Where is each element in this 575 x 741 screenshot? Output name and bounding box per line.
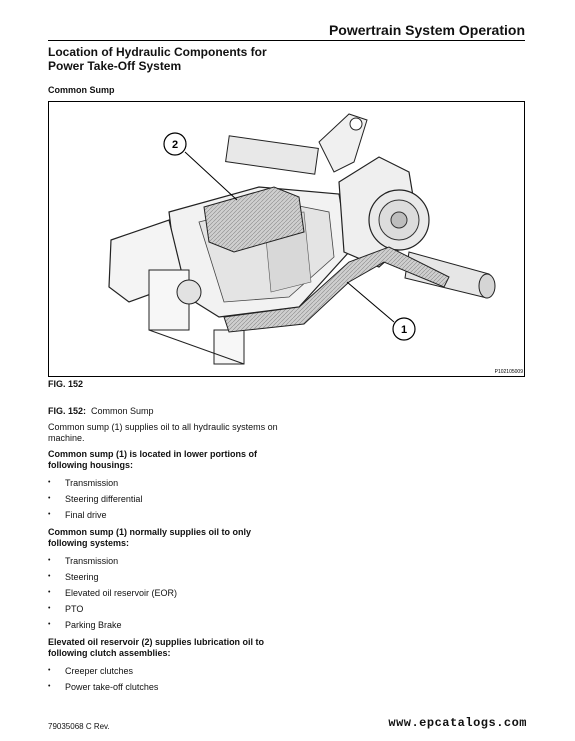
- list-item: • Transmission: [48, 553, 288, 569]
- list-item: • Creeper clutches: [48, 663, 288, 679]
- caption-text: Common Sump: [91, 406, 154, 416]
- caption-label: FIG. 152:: [48, 406, 87, 416]
- group-2-heading: Common sump (1) normally supplies oil to only following systems:: [48, 527, 252, 548]
- list-item: • Power take-off clutches: [48, 679, 288, 695]
- list-item: • Parking Brake: [48, 617, 288, 633]
- group-2-list: [48, 553, 288, 633]
- list-item: • Steering: [48, 569, 288, 585]
- figure-label: FIG. 152: [48, 379, 84, 389]
- header-divider: [48, 40, 525, 41]
- section-title-line-1: Location of Hydraulic Components for: [48, 45, 267, 59]
- watermark-text: www.epcatalogs.com: [388, 716, 527, 730]
- document-number: 79035068 C Rev.: [48, 722, 110, 731]
- list-item: • Steering differential: [48, 491, 288, 507]
- group-3-list: [48, 663, 288, 695]
- list-item: • Elevated oil reservoir (EOR): [48, 585, 288, 601]
- section-title: [48, 45, 348, 73]
- page-header-title: Powertrain System Operation: [328, 22, 525, 38]
- axle-shaft-left: [226, 136, 319, 174]
- figure-frame: [48, 101, 525, 377]
- powertrain-illustration: [49, 102, 525, 377]
- list-item: • Transmission: [48, 475, 288, 491]
- callout-1: [347, 282, 415, 340]
- body-text: [48, 422, 288, 699]
- lift-arm: [319, 114, 367, 172]
- callout-1-label: 1: [400, 324, 408, 336]
- image-code: P102105009: [494, 369, 523, 375]
- list-item: • Final drive: [48, 507, 288, 523]
- intro-paragraph: Common sump (1) supplies oil to all hydraulic systems on machine.: [48, 422, 278, 443]
- group-3-heading: Elevated oil reservoir (2) supplies lubrication oil to following clutch assemblies:: [48, 637, 265, 658]
- figure-caption: [48, 406, 154, 416]
- callout-2: [164, 133, 237, 200]
- list-item: • PTO: [48, 601, 288, 617]
- callout-2-label: 2: [171, 139, 179, 151]
- group-1-heading: Common sump (1) is located in lower portions of following housings:: [48, 449, 258, 470]
- section-title-line-2: Power Take-Off System: [48, 59, 182, 73]
- section-subtitle: Common Sump: [48, 85, 115, 95]
- group-1-list: [48, 475, 288, 523]
